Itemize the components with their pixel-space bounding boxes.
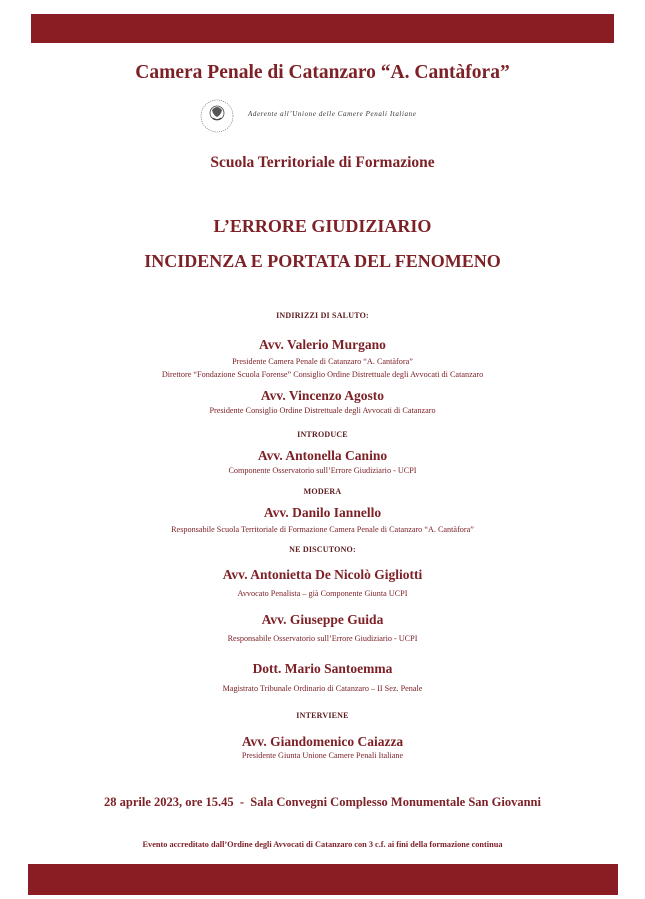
speaker-name: Avv. Antonella Canino <box>257 448 388 463</box>
affiliation-text: Aderente all’Unione delle Camere Penali Italiane <box>248 110 417 118</box>
speaker-name: Avv. Giuseppe Guida <box>261 612 384 627</box>
speaker-role: Presidente Camera Penale di Catanzaro “A. Cantàfora” <box>232 357 413 366</box>
school-title: Scuola Territoriale di Formazione <box>210 154 435 171</box>
speaker-name: Dott. Mario Santoemma <box>252 661 393 676</box>
event-title: L’ERRORE GIUDIZIARIO <box>213 216 432 236</box>
speaker-role: Avvocato Penalista – già Componente Giunta UCPI <box>237 589 408 598</box>
bottom-banner <box>28 864 618 895</box>
date-venue: 28 aprile 2023, ore 15.45 - Sala Convegni Complesso Monumentale San Giovanni <box>104 795 541 809</box>
speaker-role: Presidente Giunta Unione Camere Penali Italiane <box>241 751 404 760</box>
speaker-role: Magistrato Tribunale Ordinario di Catanzaro – II Sez. Penale <box>222 684 423 693</box>
organization-title: Camera Penale di Catanzaro “A. Cantàfora” <box>135 62 510 83</box>
section-introduces: INTRODUCE <box>297 430 348 439</box>
section-intervenes: INTERVIENE <box>296 711 349 720</box>
credits-note: Evento accreditato dall’Ordine degli Avvocati di Catanzaro con 3 c.f. ai fini della formazione continua <box>142 840 503 849</box>
speaker-role: Responsabile Osservatorio sull’Errore Giudiziario - UCPI <box>227 634 418 643</box>
speaker-role: Componente Osservatorio sull’Errore Giudiziario - UCPI <box>228 466 417 475</box>
speaker-name: Avv. Vincenzo Agosto <box>260 388 385 403</box>
speaker-name: Avv. Antonietta De Nicolò Gigliotti <box>222 567 423 582</box>
speaker-name: Avv. Giandomenico Caiazza <box>241 734 404 749</box>
event-subtitle: INCIDENZA E PORTATA DEL FENOMENO <box>144 251 501 271</box>
speaker-name: Avv. Danilo Iannello <box>263 505 382 520</box>
section-greetings: INDIRIZZI DI SALUTO: <box>276 311 369 320</box>
section-discuss: NE DISCUTONO: <box>289 545 356 554</box>
affiliation-row <box>192 98 492 134</box>
speaker-name: Avv. Valerio Murgano <box>259 337 386 352</box>
section-moderates: MODERA <box>303 487 342 496</box>
speaker-role: Responsabile Scuola Territoriale di Formazione Camera Penale di Catanzaro “A. Cantàfora” <box>171 525 474 534</box>
top-banner <box>31 14 614 43</box>
speaker-role: Presidente Consiglio Ordine Distrettuale degli Avvocati di Catanzaro <box>209 406 436 415</box>
speaker-role: Direttore “Fondazione Scuola Forense” Consiglio Ordine Distrettuale degli Avvocati di Catanzaro <box>161 370 484 379</box>
seal-icon <box>192 98 242 134</box>
